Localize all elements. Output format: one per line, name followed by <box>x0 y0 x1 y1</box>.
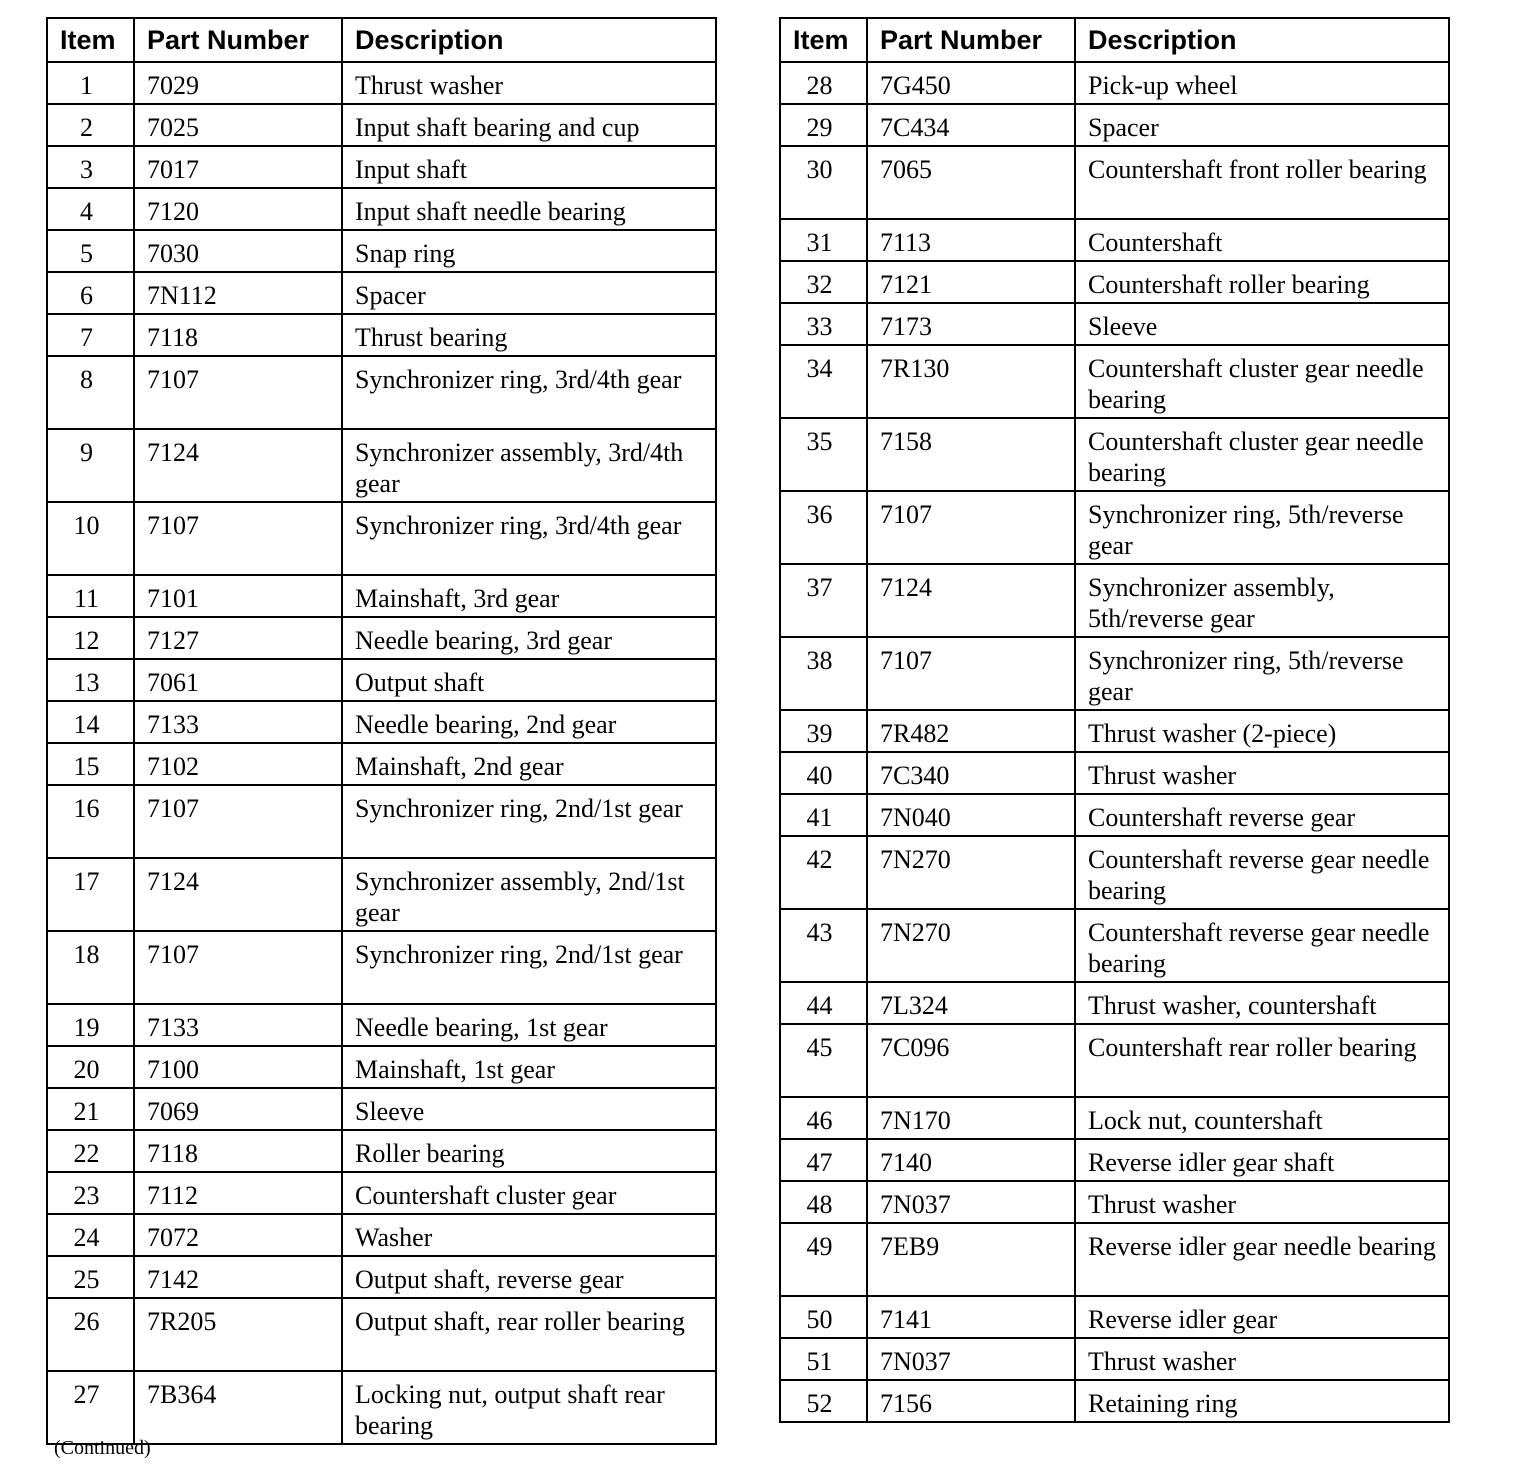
part-number-cell: 7N170 <box>867 1097 1075 1139</box>
table-row <box>47 230 716 272</box>
item-number-cell: 7 <box>47 314 134 356</box>
item-number-cell: 1 <box>47 62 134 104</box>
item-number-cell: 47 <box>780 1139 867 1181</box>
description-cell: Reverse idler gear shaft <box>1075 1139 1449 1181</box>
item-number-cell: 36 <box>780 491 867 564</box>
table-row <box>47 314 716 356</box>
item-number-cell: 44 <box>780 982 867 1024</box>
part-number-cell: 7156 <box>867 1380 1075 1422</box>
description-cell: Input shaft bearing and cup <box>342 104 716 146</box>
description-cell: Synchronizer ring, 2nd/1st gear <box>342 785 716 858</box>
part-number-cell: 7107 <box>134 931 342 1004</box>
description-cell: Sleeve <box>1075 303 1449 345</box>
description-cell: Countershaft front roller bearing <box>1075 146 1449 219</box>
item-number-cell: 33 <box>780 303 867 345</box>
item-number-cell: 12 <box>47 617 134 659</box>
table-row <box>47 858 716 931</box>
part-number-cell: 7061 <box>134 659 342 701</box>
table-row <box>780 982 1449 1024</box>
header-description: Description <box>342 18 716 62</box>
table-row <box>47 1046 716 1088</box>
part-number-cell: 7R482 <box>867 710 1075 752</box>
description-cell: Synchronizer assembly, 3rd/4th gear <box>342 429 716 502</box>
item-number-cell: 49 <box>780 1223 867 1296</box>
item-number-cell: 46 <box>780 1097 867 1139</box>
item-number-cell: 38 <box>780 637 867 710</box>
table-row <box>780 1296 1449 1338</box>
table-header-row <box>47 18 716 62</box>
table-row <box>47 1298 716 1371</box>
table-row <box>780 909 1449 982</box>
item-number-cell: 45 <box>780 1024 867 1097</box>
table-row <box>780 1139 1449 1181</box>
part-number-cell: 7107 <box>134 785 342 858</box>
description-cell: Synchronizer ring, 3rd/4th gear <box>342 502 716 575</box>
item-number-cell: 23 <box>47 1172 134 1214</box>
table-row <box>780 146 1449 219</box>
item-number-cell: 43 <box>780 909 867 982</box>
header-part-number: Part Number <box>134 18 342 62</box>
description-cell: Countershaft reverse gear <box>1075 794 1449 836</box>
item-number-cell: 32 <box>780 261 867 303</box>
part-number-cell: 7L324 <box>867 982 1075 1024</box>
part-number-cell: 7124 <box>134 858 342 931</box>
description-cell: Needle bearing, 2nd gear <box>342 701 716 743</box>
table-row <box>780 752 1449 794</box>
table-row <box>780 1024 1449 1097</box>
table-row <box>47 272 716 314</box>
table-row <box>47 575 716 617</box>
item-number-cell: 52 <box>780 1380 867 1422</box>
continued-note: (Continued) <box>54 1437 151 1459</box>
table-row <box>780 491 1449 564</box>
description-cell: Snap ring <box>342 230 716 272</box>
table-row <box>47 188 716 230</box>
item-number-cell: 4 <box>47 188 134 230</box>
table-row <box>47 1172 716 1214</box>
part-number-cell: 7102 <box>134 743 342 785</box>
table-row <box>780 794 1449 836</box>
part-number-cell: 7R130 <box>867 345 1075 418</box>
description-cell: Pick-up wheel <box>1075 62 1449 104</box>
item-number-cell: 17 <box>47 858 134 931</box>
part-number-cell: 7017 <box>134 146 342 188</box>
description-cell: Input shaft <box>342 146 716 188</box>
item-number-cell: 29 <box>780 104 867 146</box>
part-number-cell: 7N270 <box>867 909 1075 982</box>
description-cell: Thrust bearing <box>342 314 716 356</box>
item-number-cell: 2 <box>47 104 134 146</box>
description-cell: Washer <box>342 1214 716 1256</box>
table-row <box>47 931 716 1004</box>
part-number-cell: 7100 <box>134 1046 342 1088</box>
header-item: Item <box>780 18 867 62</box>
header-part-number: Part Number <box>867 18 1075 62</box>
part-number-cell: 7065 <box>867 146 1075 219</box>
table-row <box>47 743 716 785</box>
item-number-cell: 31 <box>780 219 867 261</box>
part-number-cell: 7025 <box>134 104 342 146</box>
description-cell: Thrust washer <box>1075 1181 1449 1223</box>
part-number-cell: 7113 <box>867 219 1075 261</box>
item-number-cell: 39 <box>780 710 867 752</box>
part-number-cell: 7B364 <box>134 1371 342 1444</box>
description-cell: Mainshaft, 1st gear <box>342 1046 716 1088</box>
description-cell: Synchronizer ring, 2nd/1st gear <box>342 931 716 1004</box>
part-number-cell: 7072 <box>134 1214 342 1256</box>
item-number-cell: 41 <box>780 794 867 836</box>
part-number-cell: 7N112 <box>134 272 342 314</box>
parts-table-right <box>779 17 1450 1423</box>
table-row <box>780 418 1449 491</box>
item-number-cell: 51 <box>780 1338 867 1380</box>
part-number-cell: 7107 <box>867 491 1075 564</box>
description-cell: Thrust washer (2-piece) <box>1075 710 1449 752</box>
table-row <box>47 104 716 146</box>
description-cell: Spacer <box>342 272 716 314</box>
table-row <box>47 356 716 429</box>
table-row <box>780 1097 1449 1139</box>
table-row <box>47 502 716 575</box>
item-number-cell: 28 <box>780 62 867 104</box>
part-number-cell: 7121 <box>867 261 1075 303</box>
item-number-cell: 30 <box>780 146 867 219</box>
description-cell: Input shaft needle bearing <box>342 188 716 230</box>
description-cell: Output shaft <box>342 659 716 701</box>
part-number-cell: 7C340 <box>867 752 1075 794</box>
part-number-cell: 7158 <box>867 418 1075 491</box>
part-number-cell: 7118 <box>134 1130 342 1172</box>
item-number-cell: 24 <box>47 1214 134 1256</box>
description-cell: Mainshaft, 3rd gear <box>342 575 716 617</box>
part-number-cell: 7127 <box>134 617 342 659</box>
description-cell: Lock nut, countershaft <box>1075 1097 1449 1139</box>
part-number-cell: 7C096 <box>867 1024 1075 1097</box>
part-number-cell: 7107 <box>134 502 342 575</box>
description-cell: Synchronizer assembly, 5th/reverse gear <box>1075 564 1449 637</box>
item-number-cell: 5 <box>47 230 134 272</box>
item-number-cell: 16 <box>47 785 134 858</box>
item-number-cell: 8 <box>47 356 134 429</box>
table-row <box>47 429 716 502</box>
table-row <box>47 1088 716 1130</box>
description-cell: Countershaft <box>1075 219 1449 261</box>
part-number-cell: 7124 <box>867 564 1075 637</box>
table-row <box>780 1338 1449 1380</box>
part-number-cell: 7142 <box>134 1256 342 1298</box>
table-row <box>780 1380 1449 1422</box>
item-number-cell: 18 <box>47 931 134 1004</box>
item-number-cell: 25 <box>47 1256 134 1298</box>
table-row <box>47 1256 716 1298</box>
table-row <box>47 1214 716 1256</box>
item-number-cell: 21 <box>47 1088 134 1130</box>
table-row <box>780 345 1449 418</box>
description-cell: Countershaft reverse gear needle bearing <box>1075 836 1449 909</box>
item-number-cell: 11 <box>47 575 134 617</box>
description-cell: Countershaft reverse gear needle bearing <box>1075 909 1449 982</box>
description-cell: Output shaft, reverse gear <box>342 1256 716 1298</box>
item-number-cell: 50 <box>780 1296 867 1338</box>
description-cell: Roller bearing <box>342 1130 716 1172</box>
item-number-cell: 40 <box>780 752 867 794</box>
description-cell: Reverse idler gear needle bearing <box>1075 1223 1449 1296</box>
description-cell: Needle bearing, 3rd gear <box>342 617 716 659</box>
item-number-cell: 26 <box>47 1298 134 1371</box>
table-row <box>780 261 1449 303</box>
table-row <box>47 1004 716 1046</box>
item-number-cell: 37 <box>780 564 867 637</box>
item-number-cell: 14 <box>47 701 134 743</box>
item-number-cell: 6 <box>47 272 134 314</box>
header-item: Item <box>47 18 134 62</box>
table-row <box>780 1181 1449 1223</box>
part-number-cell: 7124 <box>134 429 342 502</box>
part-number-cell: 7EB9 <box>867 1223 1075 1296</box>
description-cell: Synchronizer ring, 3rd/4th gear <box>342 356 716 429</box>
parts-table-left <box>46 17 717 1445</box>
part-number-cell: 7107 <box>134 356 342 429</box>
table-row <box>47 1371 716 1444</box>
item-number-cell: 22 <box>47 1130 134 1172</box>
part-number-cell: 7N040 <box>867 794 1075 836</box>
table-row <box>47 1130 716 1172</box>
part-number-cell: 7140 <box>867 1139 1075 1181</box>
table-row <box>47 146 716 188</box>
description-cell: Countershaft rear roller bearing <box>1075 1024 1449 1097</box>
part-number-cell: 7133 <box>134 701 342 743</box>
item-number-cell: 27 <box>47 1371 134 1444</box>
table-row <box>780 710 1449 752</box>
table-row <box>780 836 1449 909</box>
item-number-cell: 35 <box>780 418 867 491</box>
part-number-cell: 7R205 <box>134 1298 342 1371</box>
table-row <box>47 62 716 104</box>
part-number-cell: 7118 <box>134 314 342 356</box>
part-number-cell: 7173 <box>867 303 1075 345</box>
part-number-cell: 7141 <box>867 1296 1075 1338</box>
header-description: Description <box>1075 18 1449 62</box>
table-row <box>780 104 1449 146</box>
table-row <box>47 701 716 743</box>
part-number-cell: 7133 <box>134 1004 342 1046</box>
part-number-cell: 7G450 <box>867 62 1075 104</box>
description-cell: Reverse idler gear <box>1075 1296 1449 1338</box>
table-row <box>47 785 716 858</box>
description-cell: Synchronizer ring, 5th/reverse gear <box>1075 637 1449 710</box>
description-cell: Countershaft cluster gear needle bearing <box>1075 345 1449 418</box>
table-row <box>780 564 1449 637</box>
part-number-cell: 7120 <box>134 188 342 230</box>
description-cell: Locking nut, output shaft rear bearing <box>342 1371 716 1444</box>
part-number-cell: 7069 <box>134 1088 342 1130</box>
table-row <box>780 637 1449 710</box>
description-cell: Thrust washer, countershaft <box>1075 982 1449 1024</box>
part-number-cell: 7030 <box>134 230 342 272</box>
item-number-cell: 3 <box>47 146 134 188</box>
part-number-cell: 7N037 <box>867 1181 1075 1223</box>
description-cell: Spacer <box>1075 104 1449 146</box>
item-number-cell: 9 <box>47 429 134 502</box>
item-number-cell: 13 <box>47 659 134 701</box>
part-number-cell: 7N037 <box>867 1338 1075 1380</box>
table-row <box>47 659 716 701</box>
description-cell: Countershaft cluster gear needle bearing <box>1075 418 1449 491</box>
part-number-cell: 7112 <box>134 1172 342 1214</box>
description-cell: Retaining ring <box>1075 1380 1449 1422</box>
table-header-row <box>780 18 1449 62</box>
table-row <box>47 617 716 659</box>
item-number-cell: 34 <box>780 345 867 418</box>
table-row <box>780 303 1449 345</box>
description-cell: Thrust washer <box>1075 752 1449 794</box>
part-number-cell: 7C434 <box>867 104 1075 146</box>
item-number-cell: 15 <box>47 743 134 785</box>
item-number-cell: 19 <box>47 1004 134 1046</box>
item-number-cell: 48 <box>780 1181 867 1223</box>
description-cell: Mainshaft, 2nd gear <box>342 743 716 785</box>
table-row <box>780 1223 1449 1296</box>
table-row <box>780 62 1449 104</box>
description-cell: Sleeve <box>342 1088 716 1130</box>
part-number-cell: 7029 <box>134 62 342 104</box>
description-cell: Needle bearing, 1st gear <box>342 1004 716 1046</box>
part-number-cell: 7N270 <box>867 836 1075 909</box>
description-cell: Synchronizer ring, 5th/reverse gear <box>1075 491 1449 564</box>
description-cell: Output shaft, rear roller bearing <box>342 1298 716 1371</box>
item-number-cell: 42 <box>780 836 867 909</box>
item-number-cell: 10 <box>47 502 134 575</box>
description-cell: Thrust washer <box>342 62 716 104</box>
description-cell: Countershaft roller bearing <box>1075 261 1449 303</box>
part-number-cell: 7107 <box>867 637 1075 710</box>
description-cell: Countershaft cluster gear <box>342 1172 716 1214</box>
description-cell: Thrust washer <box>1075 1338 1449 1380</box>
description-cell: Synchronizer assembly, 2nd/1st gear <box>342 858 716 931</box>
part-number-cell: 7101 <box>134 575 342 617</box>
item-number-cell: 20 <box>47 1046 134 1088</box>
table-row <box>780 219 1449 261</box>
